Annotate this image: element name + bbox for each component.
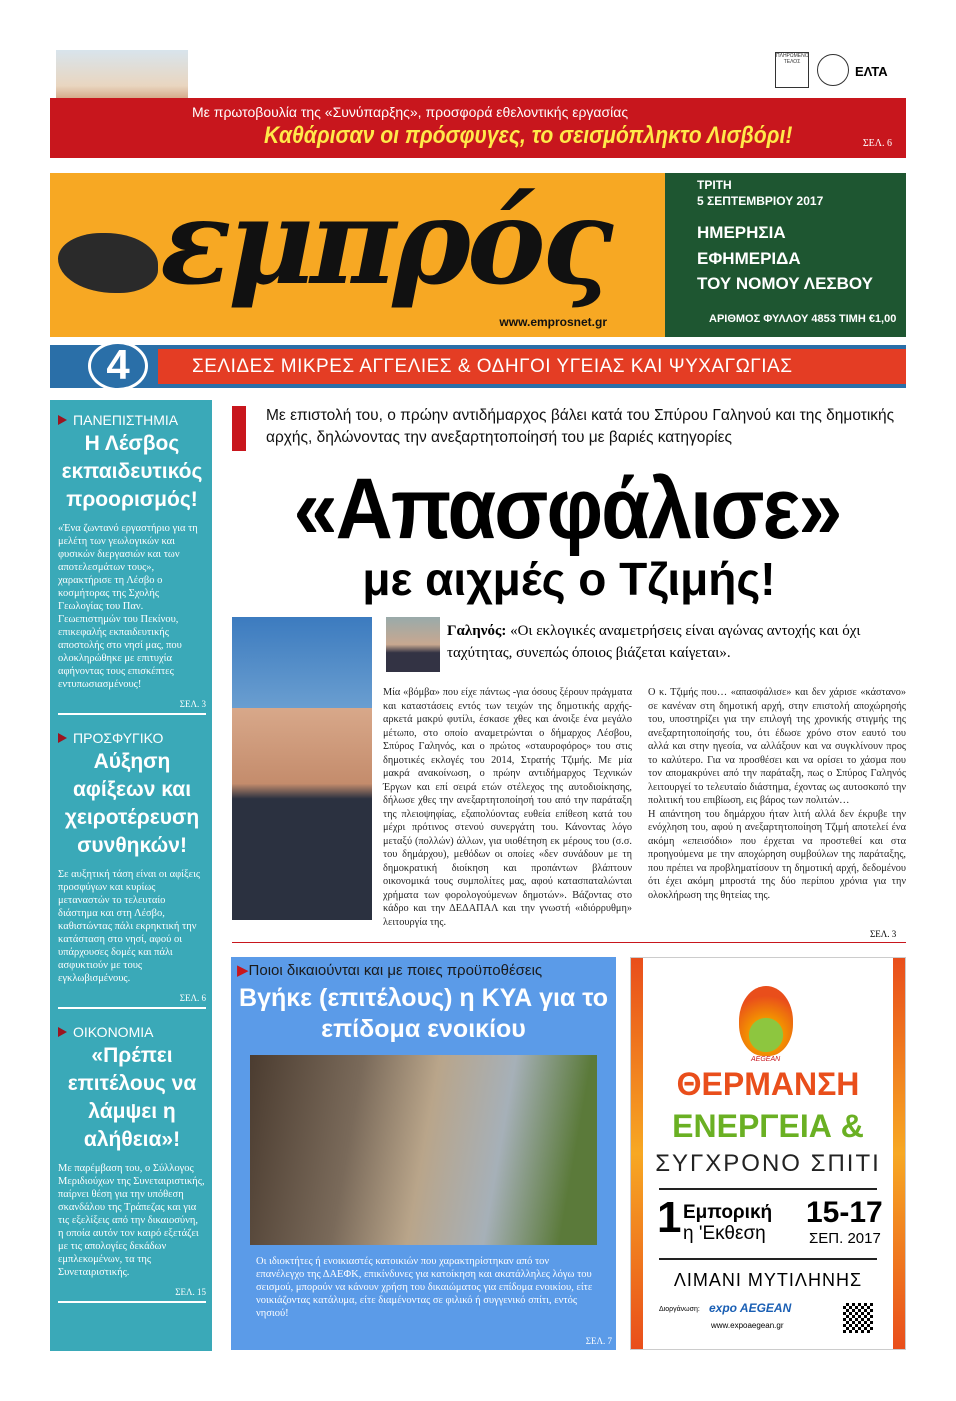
sidebar-story[interactable] [58, 412, 206, 715]
divider [659, 1188, 877, 1190]
pages-count-badge: 4 [88, 341, 148, 391]
page-ref: ΣΕΛ. 7 [585, 1336, 612, 1346]
lead-headline[interactable]: «Απασφάλισε» [293, 461, 841, 557]
tagline-3: ΤΟΥ ΝΟΜΟΥ ΛΕΣΒΟΥ [697, 274, 873, 293]
ad-line-2: ΕΝΕΡΓΕΙΑ & [672, 1108, 864, 1144]
triangle-icon: ▶ [237, 962, 249, 979]
galinos-portrait-photo [386, 617, 440, 672]
sidebar-story[interactable] [58, 1024, 206, 1303]
issue-date: 5 ΣΕΠΤΕΜΒΡΙΟΥ 2017 [697, 194, 824, 208]
quote-text: «Οι εκλογικές αναμετρήσεις είναι αγώνας αντοχής και όχι ταχύτητας, συνεπώς όποιος βιάζεται καίγεται». [447, 623, 861, 661]
page-ref: ΣΕΛ. 6 [862, 138, 892, 149]
story-headline[interactable]: «Πρέπει επιτέλους να λάμψει η αλήθεια»! [67, 1044, 197, 1151]
ad-line-3: ΣΥΓΧΡΟΝΟ ΣΠΙΤΙ [655, 1150, 881, 1177]
seal-icon [817, 54, 849, 86]
postage-paid-stamp [775, 52, 809, 88]
triangle-icon [58, 1027, 67, 1037]
ad-expo-label [683, 1202, 772, 1244]
story-headline[interactable]: Η Λέσβος εκπαιδευτικός προορισμός! [61, 432, 203, 511]
lead-column-1: Μία «βόμβα» που είχε πάντως -για όσους ξέρουν πράγματα και καταστάσεις εντός των τειχών της δημοτικής αρχής- αρκετά μακρύ φυτίλι, έσκασε χθες και άνοιξε ένα μεγάλο μέτωπο, στο οποίο αναμετρώνται ο δήμαρχος Λέσβου, Σπύρος Γαληνός, και ο πρώτος «σταυροφόρος» του στις δημοτικές εκλογές του 2014, Στρατής Τζιμής. Με μία μακρά ανακοίνωση, ο πρώην αντιδήμαρχος Τεχνικών Έργων και επί σειρά ετών στέλεχος της αυτοδιοίκησης, δήλωσε χθες την ανεξαρτητοποίησή του από την παράταξη της πλειοψηφίας, εξαπολύοντας ευθεία επίθεση κατά του μέχρι πρότινος στενού συνεργάτη του. Κάνοντας λόγο μεταξύ (πολλών) άλλων, για υιοθέτηση εκ μέρους του (σ.σ. του δημάρχου), μεθόδων οι οποίες «δεν συνάδουν με τη δημοκρατική διοίκηση και προπάντων βλάπτουν οικονομικά τους συμπολίτες μας, αφού κατασπαταλώνται χρήματα των φορολογούμενων δημοτών». Βάζοντας στο κάδρο και την ΔΕΔΑΠΑΛ και την γνωστή «ιδιόρρυθμη» λειτουργία της. [383, 687, 632, 928]
lead-quote [447, 620, 906, 664]
ad-expo-line: Εμπορική [683, 1202, 773, 1223]
newspaper-logo: εμπρός [160, 172, 610, 311]
divider [58, 1007, 206, 1009]
rent-allowance-story[interactable] [231, 957, 616, 1350]
tagline-1: ΗΜΕΡΗΣΙΑ [697, 223, 786, 242]
story-body: «Ένα ζωντανό εργαστήριο για τη μελέτη των γεωλογικών και φυσικών διεργασιών και των αποτελεσμάτων τους», χαρακτήρισε τη Λέσβο ο κοσμήτορας της Σχολής Γεωλογίας του Παν. Γεωεπιστημών του Πεκίνου, επικεφαλής εκπαιδευτικής αποστολής στο νησί μας, που ολοκληρώθηκε με επιτυχία αφήνοντας τους επισκέπτες εντυπωσιασμένους! [58, 523, 198, 690]
kicker-label: ΠΑΝΕΠΙΣΤΗΜΙΑ [73, 412, 179, 428]
paragraph: Ο κ. Τζιμής που… «απασφάλισε» και δεν χάρισε «κάστανο» σε κανέναν στη δημοτική αρχή, στην επιστολή αποχώρησής του, υποστηρίζει για την επιλογή της χρονικής στιγμής της ανεξαρτητοποίησής του, ότι έδωσε χρόνο στον εαυτό του αλλά και στην ηγεσία, να αλλάξουν και να συγκλίνουν προς το καλύτερο. Για να προσθέσει και να ορίσει το χάσμα που τον απομακρύνει από την παράταξη, πως ο Σπύρος Γαληνός λειτουργεί το τελευταίο διάστημα, έχοντας ως αυτοσκοπό την πολιτική του επιβίωση, εις βάρος των πολιτών… [648, 687, 906, 806]
page-ref: ΣΕΛ. 6 [179, 993, 206, 1003]
ad-month: ΣΕΠ. 2017 [809, 1230, 881, 1247]
lead-kicker: Με επιστολή του, ο πρώην αντιδήμαρχος βάλει κατά του Σπύρου Γαληνού και της δημοτικής αρχής, δηλώνοντας την ανεξαρτητοποίησή του με βαριές κατηγορίες [266, 407, 895, 446]
kicker-label: ΟΙΚΟΝΟΜΙΑ [73, 1024, 154, 1040]
masthead-info [665, 173, 906, 337]
story-headline[interactable]: Αύξηση αφίξεων και χειροτέρευση συνθηκών! [64, 750, 200, 857]
divider [58, 713, 206, 715]
story-body: Οι ιδιοκτήτες ή ενοικιαστές κατοικιών που χαρακτηρίστηκαν από τον επανέλεγχο της ΔΑΕΦΚ, επικίνδυνες για κατοίκηση και ακατάλληλες λόγω του σεισμού, μπορούν να κάνουν χρήση του δικαιώματος για επίδομα ενοικίου, είτε νοικιάζοντας κατάλυμα, είτε διαμένοντας σε φιλικό ή συγγενικό σπίτι, εντός νησιού! [256, 1256, 593, 1319]
ad-brand: expo AEGEAN [709, 1301, 792, 1315]
qr-code-icon[interactable] [843, 1303, 873, 1333]
ad-organizer: Διοργάνωση: [659, 1306, 700, 1313]
classifieds-strip[interactable] [50, 341, 906, 388]
kicker [58, 1024, 206, 1040]
issue-day: ΤΡΙΤΗ [697, 178, 732, 192]
kicker-label: ΠΡΟΣΦΥΓΙΚΟ [73, 730, 164, 746]
ad-expo-line: η 'Εκθεση [683, 1223, 766, 1244]
page-ref: ΣΕΛ. 3 [179, 699, 206, 709]
red-marker [232, 406, 246, 451]
ad-line-1: ΘΕΡΜΑΝΣΗ [676, 1066, 860, 1102]
sidebar-story[interactable] [58, 730, 206, 1009]
masthead [50, 173, 665, 337]
kicker [58, 730, 206, 746]
expo-aegean-ad[interactable] [630, 957, 906, 1350]
story-kicker [237, 961, 542, 979]
ad-url[interactable]: www.expoaegean.gr [711, 1321, 784, 1330]
lesvos-island-icon [58, 233, 158, 293]
postal-logos [775, 52, 905, 90]
kicker [58, 412, 206, 428]
divider [232, 942, 906, 943]
postage-text: ΠΛΗΡΩΜΕΝΟ ΤΕΛΟΣ [776, 53, 809, 65]
tagline-2: ΕΦΗΜΕΡΙΔΑ [697, 249, 801, 268]
divider [58, 1301, 206, 1303]
triangle-icon [58, 415, 67, 425]
lead-column-2 [648, 686, 906, 902]
page-ref: ΣΕΛ. 15 [175, 1287, 206, 1297]
issue-number-price: ΑΡΙΘΜΟΣ ΦΥΛΛΟΥ 4853 ΤΙΜΗ €1,00 [709, 313, 897, 325]
lead-subhead: με αιχμές ο Τζιμής! [362, 553, 776, 605]
teaser-headline[interactable]: Καθάρισαν οι πρόσφυγες, το σεισμόπληκτο Λισβόρι! [264, 122, 793, 149]
elta-logo: ΕΛΤΑ [855, 64, 888, 79]
ad-dates: 15-17 [806, 1196, 883, 1229]
quote-speaker: Γαληνός: [447, 623, 507, 639]
top-teaser[interactable] [50, 98, 906, 158]
ad-edition-number: 1 [657, 1193, 682, 1242]
tzimis-portrait-photo [232, 617, 372, 920]
earthquake-damage-photo [250, 1055, 597, 1245]
classifieds-text: ΣΕΛΙΔΕΣ ΜΙΚΡΕΣ ΑΓΓΕΛΙΕΣ & ΟΔΗΓΟΙ ΥΓΕΙΑΣ ΚΑΙ ΨΥΧΑΓΩΓΙΑΣ [158, 349, 906, 384]
teaser-subtitle: Με πρωτοβουλία της «Συνύπαρξης», προσφορά εθελοντικής εργασίας [192, 104, 629, 120]
ad-location: ΛΙΜΑΝΙ ΜΥΤΙΛΗΝΗΣ [673, 1270, 863, 1290]
story-body: Με παρέμβαση του, ο Σύλλογος Μεριδιούχων της Συνεταιριστικής, παίρνει θέση για την υπόθεση σκανδάλου της Τράπεζας και για τις εξελίξεις από την δικαιοσύνη, η οποία αυτόν τον καιρό εξετάζει με τις απολογίες δεκάδων εμπλεκομένων, τα της Συνεταιριστικής. [58, 1163, 205, 1278]
story-body: Σε αυξητική τάση είναι οι αφίξεις προσφύγων και κυρίως μεταναστών το τελευταίο διάστημα και στη Λέσβο, καθιστώντας πάλι εκρηκτική την κατάσταση στο νησί, αφού οι υπάρχουσες δομές και πάλι ασφυκτιούν με τους εγκλωβισμένους. [58, 869, 201, 984]
page-ref: ΣΕΛ. 3 [870, 929, 897, 939]
paragraph: Η απάντηση του δημάρχου ήταν λιτή αλλά δεν έκρυβε την ενόχληση του, αφού η ανεξαρτητοποίηση Τζιμή αποτελεί ένα ακόμη «επεισόδιο» που έρχεται να προστεθεί και στα προηγούμενα με την αποχώρηση συμβούλων της παράταξης, που πρέπει να προβληματίσουν τη δημοτική αρχή, δεδομένου ότι έχει ακόμη μπροστά της δύο περίπου χρόνια για την ολοκλήρωση της θητείας της. [648, 808, 906, 901]
flame-logo-icon [739, 986, 793, 1056]
sidebar [50, 400, 212, 1351]
divider [659, 1258, 877, 1260]
website-url[interactable]: www.emprosnet.gr [499, 315, 607, 329]
kicker-label: Ποιοι δικαιούνται και με ποιες προϋποθέσεις [248, 962, 543, 979]
triangle-icon [58, 733, 67, 743]
ad-brand-small: AEGEAN [751, 1056, 781, 1063]
story-headline[interactable]: Βγήκε (επιτέλους) η ΚΥΑ για το επίδομα ενοικίου [239, 984, 608, 1043]
